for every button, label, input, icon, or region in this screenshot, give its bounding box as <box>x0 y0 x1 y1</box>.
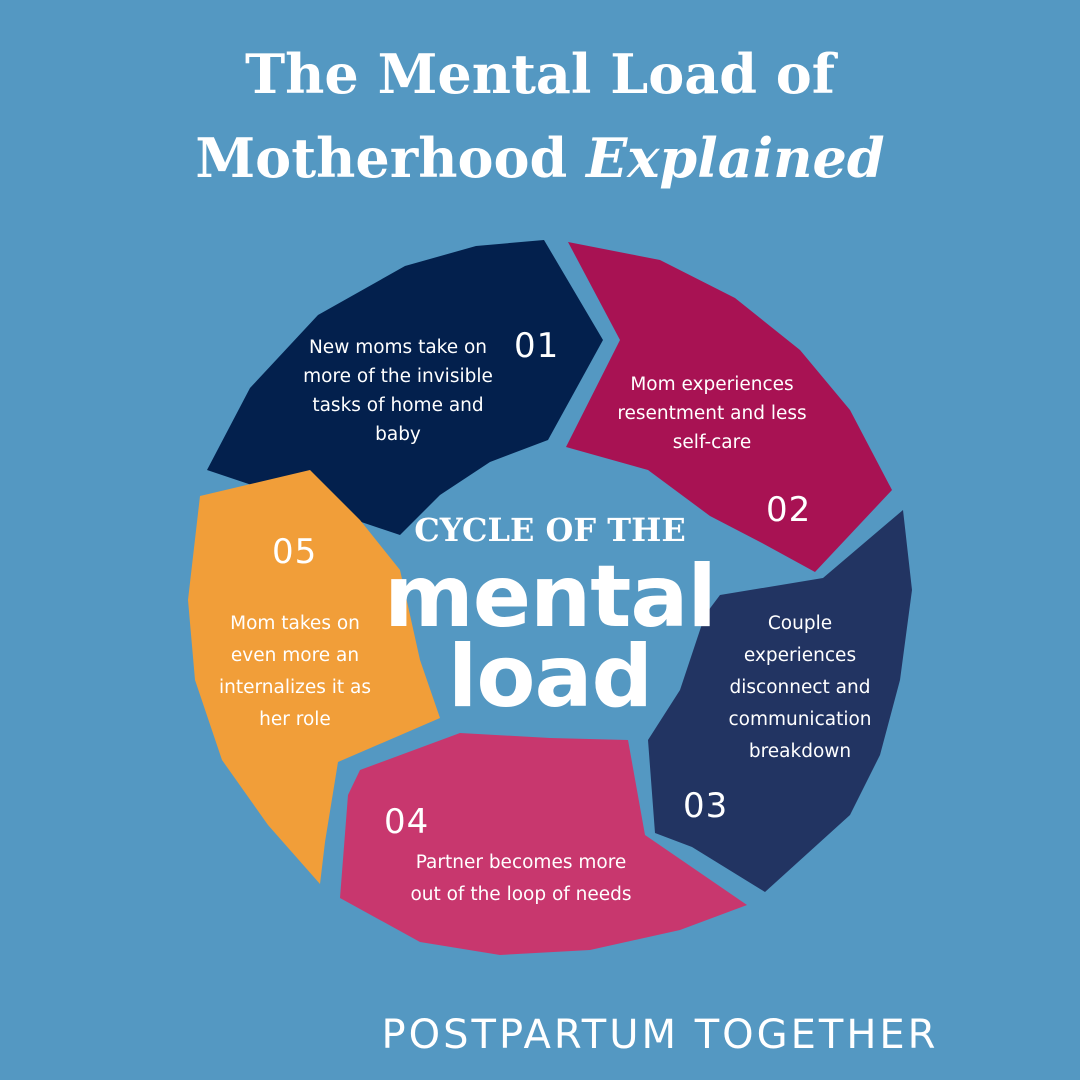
title-plain: Motherhood <box>195 126 568 190</box>
step-02-line: self-care <box>672 432 752 453</box>
title-emphasis: Explained <box>586 126 885 190</box>
step-03-line: experiences <box>743 645 857 666</box>
step-02-number: 02 <box>766 490 812 530</box>
step-03-description <box>690 608 910 768</box>
step-02-line: resentment and less <box>617 403 807 424</box>
center-word-load: load <box>447 627 653 727</box>
step-03-number: 03 <box>683 786 729 826</box>
step-04-description <box>386 847 656 911</box>
step-02-line: Mom experiences <box>630 374 794 395</box>
footer-brand: POSTPARTUM TOGETHER <box>381 1012 939 1058</box>
step-05-line: even more an <box>230 645 360 666</box>
step-04-line: Partner becomes more <box>415 852 627 873</box>
step-03-line: breakdown <box>748 741 852 762</box>
step-01-description <box>278 333 518 449</box>
step-05-description <box>192 608 398 736</box>
step-03-line: disconnect and <box>729 677 871 698</box>
title-line-1: The Mental Load of <box>244 42 836 106</box>
step-01-line: baby <box>375 424 421 445</box>
step-05-line: Mom takes on <box>230 613 360 634</box>
center-word-mental: mental <box>384 547 716 647</box>
step-01-line: more of the invisible <box>303 366 493 387</box>
step-01-number: 01 <box>514 326 560 366</box>
center-caption: CYCLE OF THE <box>414 511 686 549</box>
step-05-line: her role <box>259 709 331 730</box>
step-05-number: 05 <box>272 532 318 572</box>
step-02-description <box>592 370 832 457</box>
step-04-number: 04 <box>384 802 430 842</box>
step-03-line: communication <box>728 709 872 730</box>
step-03-line: Couple <box>767 613 833 634</box>
step-01-line: New moms take on <box>308 337 488 358</box>
step-05-line: internalizes it as <box>219 677 371 698</box>
step-01-line: tasks of home and <box>312 395 484 416</box>
step-04-line: out of the loop of needs <box>410 884 632 905</box>
